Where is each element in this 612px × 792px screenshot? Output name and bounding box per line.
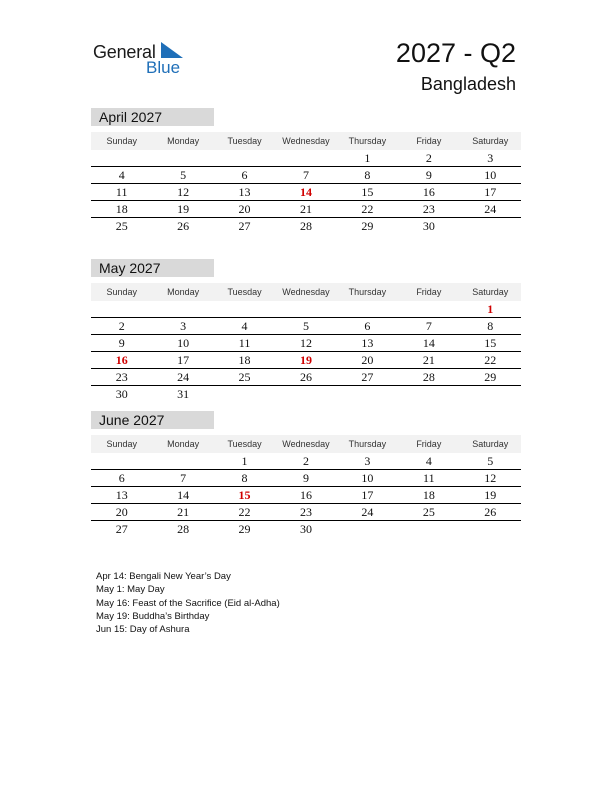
day-cell xyxy=(398,301,459,317)
weekday-label: Friday xyxy=(416,439,442,449)
weekday-label: Tuesday xyxy=(227,287,262,297)
month-june xyxy=(91,411,521,538)
day-cell: 17 xyxy=(361,488,374,502)
day-cell xyxy=(91,301,152,317)
weekday-label: Monday xyxy=(167,439,200,449)
month-april xyxy=(91,108,521,235)
week-row xyxy=(91,386,521,403)
holiday-note: Apr 14: Bengali New Year’s Day xyxy=(96,571,231,582)
week-row xyxy=(91,335,521,352)
week-row xyxy=(91,167,521,184)
day-cell: 20 xyxy=(238,202,251,216)
day-cell: 4 xyxy=(118,168,125,182)
day-cell: 27 xyxy=(238,219,251,233)
day-cell: 3 xyxy=(180,319,187,333)
day-cell: 25 xyxy=(115,219,128,233)
day-cell xyxy=(460,521,521,538)
week-row xyxy=(91,487,521,504)
day-cell: 28 xyxy=(422,370,435,384)
holiday-note: May 1: May Day xyxy=(96,584,165,596)
day-cell xyxy=(152,453,213,469)
day-cell: 4 xyxy=(425,454,432,468)
day-cell: 24 xyxy=(484,202,497,216)
day-cell: 19 xyxy=(177,202,190,216)
weekday-header-row xyxy=(91,283,521,301)
day-cell: 7 xyxy=(302,168,309,182)
day-cell: 12 xyxy=(484,471,497,485)
weekday-label: Wednesday xyxy=(282,136,330,146)
day-cell: 18 xyxy=(238,353,251,367)
holiday-note: May 16: Feast of the Sacrifice (Eid al-Adha) xyxy=(96,597,280,609)
day-cell: 12 xyxy=(177,185,190,199)
month-title: April 2027 xyxy=(91,108,214,126)
day-cell: 9 xyxy=(425,168,432,182)
day-cell: 27 xyxy=(361,370,374,384)
day-cell xyxy=(91,150,152,166)
day-cell: 15 xyxy=(484,336,497,350)
day-cell: 11 xyxy=(423,471,435,485)
weekday-label: Thursday xyxy=(348,136,387,146)
week-row xyxy=(91,470,521,487)
logo-general-text: General xyxy=(93,42,156,62)
country-name: Bangladesh xyxy=(420,74,516,94)
holiday-day-cell: 15 xyxy=(238,488,251,502)
weekday-label: Tuesday xyxy=(227,136,262,146)
day-cell: 26 xyxy=(177,219,190,233)
day-cell: 2 xyxy=(118,319,125,333)
weekday-header-row xyxy=(91,435,521,453)
day-cell: 26 xyxy=(299,370,312,384)
holiday-note: Jun 15: Day of Ashura xyxy=(96,624,190,636)
month-grid xyxy=(91,150,521,235)
day-cell: 2 xyxy=(425,151,432,165)
day-cell: 26 xyxy=(484,505,497,519)
week-row xyxy=(91,201,521,218)
day-cell: 25 xyxy=(422,505,435,519)
week-row xyxy=(91,352,521,369)
weekday-label: Thursday xyxy=(348,439,387,449)
day-cell xyxy=(460,218,521,235)
day-cell: 14 xyxy=(422,336,435,350)
day-cell: 22 xyxy=(484,353,497,367)
day-cell xyxy=(214,386,275,403)
day-cell: 10 xyxy=(177,336,190,350)
week-row xyxy=(91,521,521,538)
day-cell: 25 xyxy=(238,370,251,384)
day-cell: 4 xyxy=(241,319,248,333)
day-cell: 24 xyxy=(177,370,190,384)
day-cell: 29 xyxy=(238,522,251,536)
day-cell: 11 xyxy=(238,336,251,350)
day-cell: 21 xyxy=(177,505,190,519)
day-cell: 27 xyxy=(115,522,128,536)
logo xyxy=(93,40,203,80)
day-cell: 7 xyxy=(425,319,432,333)
day-cell: 13 xyxy=(361,336,374,350)
day-cell: 7 xyxy=(180,471,187,485)
weekday-label: Tuesday xyxy=(227,439,262,449)
day-cell: 13 xyxy=(115,488,128,502)
week-row xyxy=(91,150,521,167)
day-cell: 17 xyxy=(177,353,190,367)
month-title: June 2027 xyxy=(91,411,214,429)
holiday-notes xyxy=(96,570,280,636)
day-cell: 18 xyxy=(115,202,128,216)
weekday-label: Friday xyxy=(416,287,442,297)
day-cell: 23 xyxy=(422,202,435,216)
day-cell: 5 xyxy=(487,454,494,468)
day-cell: 2 xyxy=(302,454,309,468)
weekday-label: Sunday xyxy=(106,439,137,449)
weekday-label: Saturday xyxy=(472,287,509,297)
day-cell: 23 xyxy=(299,505,312,519)
day-cell: 15 xyxy=(361,185,374,199)
day-cell: 16 xyxy=(299,488,312,502)
month-may xyxy=(91,259,521,403)
day-cell: 3 xyxy=(364,454,371,468)
weekday-label: Monday xyxy=(167,287,200,297)
day-cell: 11 xyxy=(115,185,128,199)
day-cell: 12 xyxy=(299,336,312,350)
day-cell: 9 xyxy=(302,471,309,485)
day-cell xyxy=(337,386,398,403)
weekday-label: Sunday xyxy=(106,287,137,297)
day-cell: 22 xyxy=(361,202,374,216)
day-cell xyxy=(214,150,275,166)
day-cell xyxy=(214,301,275,317)
day-cell: 5 xyxy=(302,319,309,333)
month-title: May 2027 xyxy=(91,259,214,277)
day-cell xyxy=(460,386,521,403)
holiday-note: May 19: Buddha’s Birthday xyxy=(96,610,210,622)
day-cell: 31 xyxy=(177,387,190,401)
day-cell: 30 xyxy=(299,522,312,536)
day-cell xyxy=(275,301,336,317)
day-cell: 1 xyxy=(364,151,371,165)
day-cell: 19 xyxy=(484,488,497,502)
weekday-label: Wednesday xyxy=(282,439,330,449)
day-cell xyxy=(152,150,213,166)
weekday-label: Sunday xyxy=(106,136,137,146)
week-row xyxy=(91,504,521,521)
weekday-label: Saturday xyxy=(472,136,509,146)
day-cell: 20 xyxy=(115,505,128,519)
day-cell: 20 xyxy=(361,353,374,367)
day-cell: 29 xyxy=(361,219,374,233)
month-grid xyxy=(91,453,521,538)
week-row xyxy=(91,318,521,335)
day-cell: 23 xyxy=(115,370,128,384)
weekday-label: Thursday xyxy=(348,287,387,297)
day-cell xyxy=(91,453,152,469)
day-cell: 14 xyxy=(177,488,190,502)
day-cell: 22 xyxy=(238,505,251,519)
day-cell xyxy=(398,386,459,403)
day-cell xyxy=(337,521,398,538)
day-cell xyxy=(275,150,336,166)
day-cell: 3 xyxy=(487,151,494,165)
weekday-label: Friday xyxy=(416,136,442,146)
week-row xyxy=(91,184,521,201)
day-cell xyxy=(275,386,336,403)
logo-blue-text: Blue xyxy=(146,58,181,77)
day-cell: 28 xyxy=(177,522,190,536)
day-cell: 6 xyxy=(118,471,125,485)
weekday-label: Saturday xyxy=(472,439,509,449)
day-cell: 8 xyxy=(487,319,494,333)
day-cell: 5 xyxy=(180,168,187,182)
day-cell: 16 xyxy=(422,185,435,199)
day-cell: 18 xyxy=(422,488,435,502)
weekday-label: Monday xyxy=(167,136,200,146)
holiday-day-cell: 19 xyxy=(299,353,312,367)
day-cell: 28 xyxy=(299,219,312,233)
weekday-header-row xyxy=(91,132,521,150)
day-cell: 1 xyxy=(241,454,248,468)
day-cell: 6 xyxy=(241,168,248,182)
day-cell: 6 xyxy=(364,319,371,333)
week-row xyxy=(91,301,521,318)
day-cell: 10 xyxy=(361,471,374,485)
day-cell xyxy=(398,521,459,538)
day-cell: 17 xyxy=(484,185,497,199)
day-cell xyxy=(337,301,398,317)
day-cell xyxy=(152,301,213,317)
day-cell: 29 xyxy=(484,370,497,384)
holiday-day-cell: 14 xyxy=(299,185,312,199)
weekday-label: Wednesday xyxy=(282,287,330,297)
day-cell: 21 xyxy=(299,202,312,216)
day-cell: 13 xyxy=(238,185,251,199)
week-row xyxy=(91,218,521,235)
holiday-day-cell: 16 xyxy=(115,353,128,367)
month-grid xyxy=(91,301,521,403)
day-cell: 10 xyxy=(484,168,497,182)
day-cell: 9 xyxy=(118,336,125,350)
week-row xyxy=(91,453,521,470)
day-cell: 24 xyxy=(361,505,374,519)
day-cell: 8 xyxy=(241,471,248,485)
week-row xyxy=(91,369,521,386)
day-cell: 21 xyxy=(422,353,435,367)
day-cell: 30 xyxy=(422,219,435,233)
page-title: 2027 - Q2 xyxy=(395,38,516,68)
day-cell: 30 xyxy=(115,387,128,401)
day-cell: 8 xyxy=(364,168,371,182)
holiday-day-cell: 1 xyxy=(487,302,494,316)
